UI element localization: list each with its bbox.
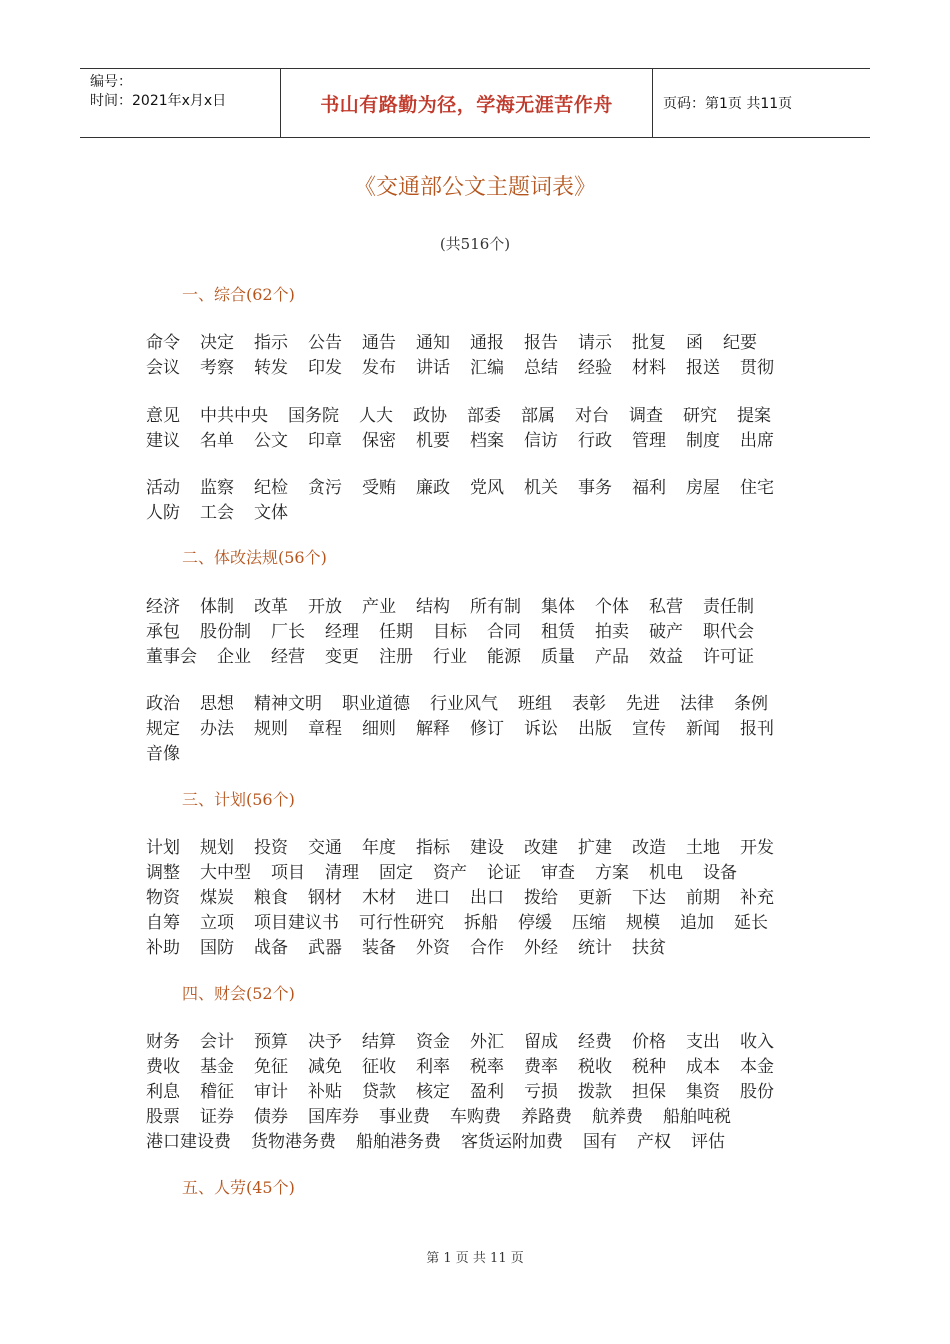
term: 外资 — [416, 938, 450, 958]
term: 机电 — [649, 863, 683, 883]
term: 拍卖 — [595, 622, 629, 642]
term: 厂长 — [271, 622, 305, 642]
term: 变更 — [325, 647, 359, 667]
term: 稽征 — [200, 1082, 234, 1102]
term: 改造 — [632, 838, 666, 858]
term: 费收 — [146, 1057, 180, 1077]
document-title: 《交通部公文主题词表》 — [353, 175, 596, 200]
term: 留成 — [524, 1032, 558, 1052]
term: 延长 — [734, 913, 768, 933]
term-row — [146, 833, 826, 858]
code-label: 编号： — [90, 74, 132, 90]
term: 所有制 — [470, 597, 521, 617]
term: 土地 — [686, 838, 720, 858]
term: 会计 — [200, 1032, 234, 1052]
term-row — [146, 1052, 826, 1077]
term: 年度 — [362, 838, 396, 858]
term: 股份制 — [200, 622, 251, 642]
term: 补充 — [740, 888, 774, 908]
term: 船舶吨税 — [663, 1107, 731, 1127]
term: 论证 — [487, 863, 521, 883]
term: 报刊 — [740, 719, 774, 739]
term: 合作 — [470, 938, 504, 958]
term: 人大 — [359, 406, 393, 426]
term-row — [146, 426, 826, 451]
term: 税率 — [470, 1057, 504, 1077]
term: 表彰 — [572, 694, 606, 714]
term: 法律 — [680, 694, 714, 714]
term: 补助 — [146, 938, 180, 958]
term: 贯彻 — [740, 358, 774, 378]
term: 体制 — [200, 597, 234, 617]
term-row — [146, 883, 826, 908]
term: 部委 — [467, 406, 501, 426]
term: 档案 — [470, 431, 504, 451]
term: 行业风气 — [430, 694, 498, 714]
term: 考察 — [200, 358, 234, 378]
term: 公文 — [254, 431, 288, 451]
term: 提案 — [737, 406, 771, 426]
term: 拨给 — [524, 888, 558, 908]
term-row — [146, 592, 826, 617]
term: 自筹 — [146, 913, 180, 933]
term: 产权 — [637, 1132, 671, 1152]
term: 结构 — [416, 597, 450, 617]
term: 粮食 — [254, 888, 288, 908]
term: 对台 — [575, 406, 609, 426]
term: 行政 — [578, 431, 612, 451]
term: 职业道德 — [342, 694, 410, 714]
term: 减免 — [308, 1057, 342, 1077]
term: 中共中央 — [200, 406, 268, 426]
term: 纪要 — [723, 333, 757, 353]
term: 国防 — [200, 938, 234, 958]
term: 印发 — [308, 358, 342, 378]
term: 木材 — [362, 888, 396, 908]
term: 信访 — [524, 431, 558, 451]
term: 压缩 — [572, 913, 606, 933]
term: 大中型 — [200, 863, 251, 883]
term: 精神文明 — [254, 694, 322, 714]
term: 资金 — [416, 1032, 450, 1052]
term: 人防 — [146, 503, 180, 523]
term: 细则 — [362, 719, 396, 739]
term: 董事会 — [146, 647, 197, 667]
term: 本金 — [740, 1057, 774, 1077]
term: 产品 — [595, 647, 629, 667]
term: 班组 — [518, 694, 552, 714]
term: 文体 — [254, 503, 288, 523]
term: 宣传 — [632, 719, 666, 739]
term: 制度 — [686, 431, 720, 451]
term: 统计 — [578, 938, 612, 958]
term: 盈利 — [470, 1082, 504, 1102]
term: 集体 — [541, 597, 575, 617]
term: 更新 — [578, 888, 612, 908]
term: 经济 — [146, 597, 180, 617]
term: 养路费 — [521, 1107, 572, 1127]
section-heading: 二、体改法规(56个) — [182, 548, 327, 567]
term: 拆船 — [464, 913, 498, 933]
term: 征收 — [362, 1057, 396, 1077]
term-row — [146, 1077, 826, 1102]
term: 国有 — [583, 1132, 617, 1152]
term: 税收 — [578, 1057, 612, 1077]
section-heading: 四、财会(52个) — [182, 984, 295, 1003]
term: 建设 — [470, 838, 504, 858]
term: 扶贫 — [632, 938, 666, 958]
term: 报告 — [524, 333, 558, 353]
term: 证券 — [200, 1107, 234, 1127]
term: 转发 — [254, 358, 288, 378]
term: 投资 — [254, 838, 288, 858]
term: 物资 — [146, 888, 180, 908]
term-row — [146, 401, 826, 426]
term-row — [146, 473, 826, 498]
term: 解释 — [416, 719, 450, 739]
term: 企业 — [217, 647, 251, 667]
page-footer: 第 1 页 共 11 页 — [426, 1251, 524, 1266]
term: 货物港务费 — [251, 1132, 336, 1152]
term: 章程 — [308, 719, 342, 739]
term: 请示 — [578, 333, 612, 353]
term: 住宅 — [740, 478, 774, 498]
term: 装备 — [362, 938, 396, 958]
header-motto: 书山有路勤为径，学海无涯苦作舟 — [281, 69, 653, 137]
term: 核定 — [416, 1082, 450, 1102]
term: 固定 — [379, 863, 413, 883]
term: 会议 — [146, 358, 180, 378]
term: 税种 — [632, 1057, 666, 1077]
term: 出口 — [470, 888, 504, 908]
term: 钢材 — [308, 888, 342, 908]
term: 受贿 — [362, 478, 396, 498]
term: 廉政 — [416, 478, 450, 498]
term: 机关 — [524, 478, 558, 498]
term: 私营 — [649, 597, 683, 617]
term: 利息 — [146, 1082, 180, 1102]
term: 通告 — [362, 333, 396, 353]
term: 材料 — [632, 358, 666, 378]
term: 项目 — [271, 863, 305, 883]
term: 国务院 — [288, 406, 339, 426]
term: 客货运附加费 — [461, 1132, 563, 1152]
page-header — [80, 68, 870, 138]
term: 指标 — [416, 838, 450, 858]
term: 经费 — [578, 1032, 612, 1052]
term: 调查 — [629, 406, 663, 426]
term: 行业 — [433, 647, 467, 667]
term: 项目建议书 — [254, 913, 339, 933]
term: 费率 — [524, 1057, 558, 1077]
term: 债券 — [254, 1107, 288, 1127]
term: 财务 — [146, 1032, 180, 1052]
term-row — [146, 689, 826, 714]
term-row — [146, 739, 826, 764]
term: 名单 — [200, 431, 234, 451]
term: 规模 — [626, 913, 660, 933]
term: 设备 — [703, 863, 737, 883]
term: 指示 — [254, 333, 288, 353]
term: 福利 — [632, 478, 666, 498]
term: 破产 — [649, 622, 683, 642]
term: 贪污 — [308, 478, 342, 498]
term-row — [146, 908, 826, 933]
term: 房屋 — [686, 478, 720, 498]
term: 可行性研究 — [359, 913, 444, 933]
term: 政治 — [146, 694, 180, 714]
term: 调整 — [146, 863, 180, 883]
term: 港口建设费 — [146, 1132, 231, 1152]
term-row — [146, 617, 826, 642]
term: 计划 — [146, 838, 180, 858]
term: 停缓 — [518, 913, 552, 933]
term-row — [146, 353, 826, 378]
term: 合同 — [487, 622, 521, 642]
term: 立项 — [200, 913, 234, 933]
term: 车购费 — [450, 1107, 501, 1127]
term: 先进 — [626, 694, 660, 714]
term: 音像 — [146, 744, 180, 764]
term: 纪检 — [254, 478, 288, 498]
section-heading: 一、综合(62个) — [182, 285, 295, 304]
document-count: (共516个) — [439, 235, 511, 253]
term: 政协 — [413, 406, 447, 426]
term: 意见 — [146, 406, 180, 426]
term: 预算 — [254, 1032, 288, 1052]
term: 外经 — [524, 938, 558, 958]
term: 监察 — [200, 478, 234, 498]
term: 武器 — [308, 938, 342, 958]
term: 交通 — [308, 838, 342, 858]
term: 产业 — [362, 597, 396, 617]
term: 清理 — [325, 863, 359, 883]
term: 扩建 — [578, 838, 612, 858]
term: 批复 — [632, 333, 666, 353]
term: 补贴 — [308, 1082, 342, 1102]
section-heading: 五、人劳(45个) — [182, 1178, 295, 1197]
term: 国库券 — [308, 1107, 359, 1127]
term: 拨款 — [578, 1082, 612, 1102]
term: 部属 — [521, 406, 555, 426]
term: 许可证 — [703, 647, 754, 667]
term: 改革 — [254, 597, 288, 617]
term: 股份 — [740, 1082, 774, 1102]
term: 总结 — [524, 358, 558, 378]
term: 事业费 — [379, 1107, 430, 1127]
term-row — [146, 933, 826, 958]
term: 决定 — [200, 333, 234, 353]
term: 资产 — [433, 863, 467, 883]
term: 效益 — [649, 647, 683, 667]
term: 个体 — [595, 597, 629, 617]
term: 股票 — [146, 1107, 180, 1127]
term: 航养费 — [592, 1107, 643, 1127]
term: 函 — [686, 333, 703, 353]
term: 船舶港务费 — [356, 1132, 441, 1152]
term: 基金 — [200, 1057, 234, 1077]
term: 成本 — [686, 1057, 720, 1077]
term: 印章 — [308, 431, 342, 451]
term: 规定 — [146, 719, 180, 739]
term: 决予 — [308, 1032, 342, 1052]
term: 审计 — [254, 1082, 288, 1102]
term: 方案 — [595, 863, 629, 883]
term: 活动 — [146, 478, 180, 498]
term-row — [146, 1027, 826, 1052]
term: 报送 — [686, 358, 720, 378]
term: 条例 — [734, 694, 768, 714]
term: 前期 — [686, 888, 720, 908]
header-page-info: 页码：第1页 共11页 — [663, 96, 793, 112]
term: 通知 — [416, 333, 450, 353]
term-row — [146, 858, 826, 883]
term: 职代会 — [703, 622, 754, 642]
term: 评估 — [691, 1132, 725, 1152]
term: 开发 — [740, 838, 774, 858]
term-row — [146, 328, 826, 353]
term: 利率 — [416, 1057, 450, 1077]
term: 目标 — [433, 622, 467, 642]
term: 能源 — [487, 647, 521, 667]
term: 下达 — [632, 888, 666, 908]
term: 改建 — [524, 838, 558, 858]
header-meta — [80, 69, 281, 137]
term: 任期 — [379, 622, 413, 642]
term: 建议 — [146, 431, 180, 451]
term: 经理 — [325, 622, 359, 642]
term: 发布 — [362, 358, 396, 378]
term: 诉讼 — [524, 719, 558, 739]
term: 讲话 — [416, 358, 450, 378]
term: 外汇 — [470, 1032, 504, 1052]
term: 新闻 — [686, 719, 720, 739]
term: 责任制 — [703, 597, 754, 617]
term: 出席 — [740, 431, 774, 451]
term: 审查 — [541, 863, 575, 883]
term: 机要 — [416, 431, 450, 451]
term: 工会 — [200, 503, 234, 523]
term: 经验 — [578, 358, 612, 378]
term: 开放 — [308, 597, 342, 617]
term: 注册 — [379, 647, 413, 667]
term: 公告 — [308, 333, 342, 353]
term: 担保 — [632, 1082, 666, 1102]
term: 经营 — [271, 647, 305, 667]
term: 结算 — [362, 1032, 396, 1052]
term: 办法 — [200, 719, 234, 739]
term: 承包 — [146, 622, 180, 642]
term: 集资 — [686, 1082, 720, 1102]
term: 进口 — [416, 888, 450, 908]
term: 收入 — [740, 1032, 774, 1052]
term: 战备 — [254, 938, 288, 958]
term: 研究 — [683, 406, 717, 426]
term: 贷款 — [362, 1082, 396, 1102]
term-row — [146, 498, 826, 523]
term: 思想 — [200, 694, 234, 714]
term: 规则 — [254, 719, 288, 739]
term: 命令 — [146, 333, 180, 353]
term-row — [146, 1102, 826, 1127]
term: 保密 — [362, 431, 396, 451]
term: 追加 — [680, 913, 714, 933]
term: 出版 — [578, 719, 612, 739]
term: 管理 — [632, 431, 666, 451]
term: 规划 — [200, 838, 234, 858]
term: 价格 — [632, 1032, 666, 1052]
term: 免征 — [254, 1057, 288, 1077]
term: 修订 — [470, 719, 504, 739]
term-row — [146, 642, 826, 667]
term-row — [146, 714, 826, 739]
term: 租赁 — [541, 622, 575, 642]
term: 质量 — [541, 647, 575, 667]
term: 汇编 — [470, 358, 504, 378]
term: 通报 — [470, 333, 504, 353]
term: 亏损 — [524, 1082, 558, 1102]
section-heading: 三、计划(56个) — [182, 790, 295, 809]
term: 煤炭 — [200, 888, 234, 908]
term-row — [146, 1127, 826, 1152]
term: 党风 — [470, 478, 504, 498]
term: 事务 — [578, 478, 612, 498]
time-label: 时间：2021年x月x日 — [90, 93, 227, 109]
term: 支出 — [686, 1032, 720, 1052]
